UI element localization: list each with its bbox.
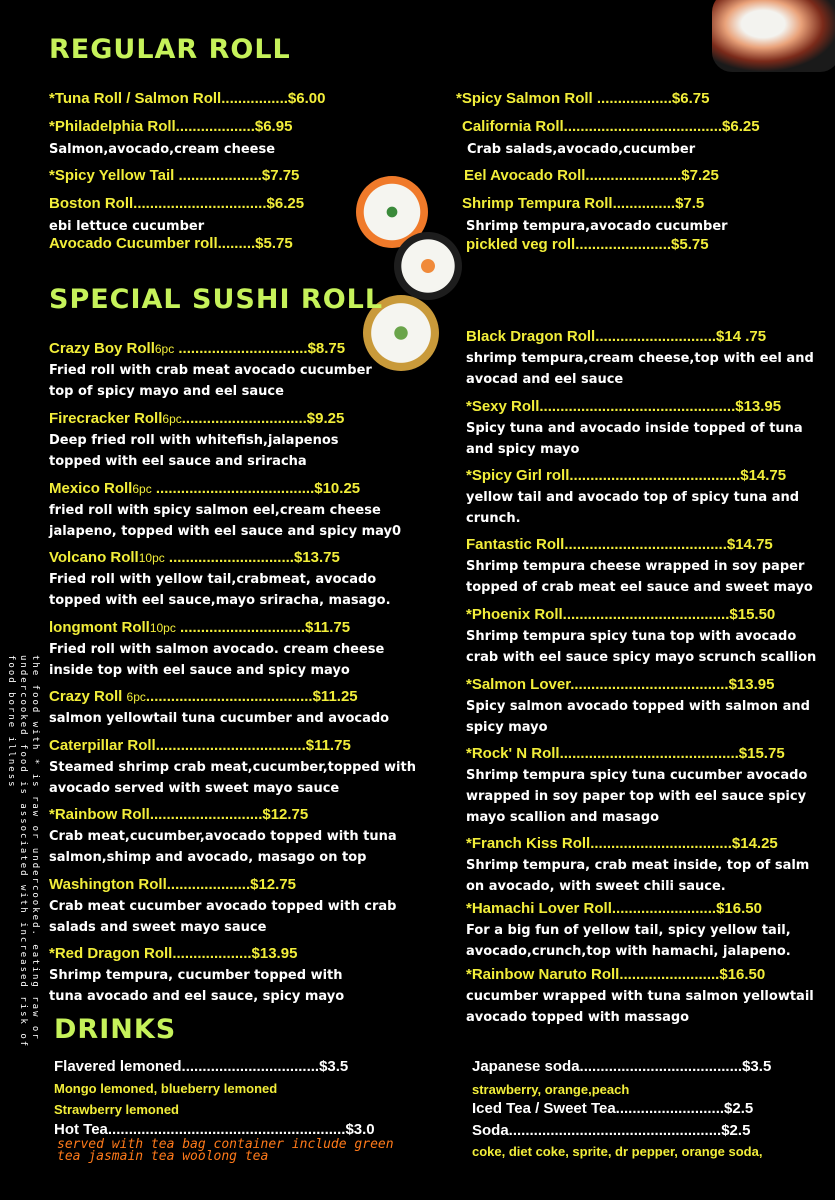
- right-item-name: [466, 900, 762, 917]
- roll-description-line: salads and sweet mayo sauce: [49, 920, 267, 935]
- disclaimer-text-col3: the food with * is raw or undercooked. eating raw or: [30, 655, 40, 1041]
- roll-description-line: Deep fried roll with whitefish,jalapenos: [49, 433, 339, 448]
- roll-name: Volcano Roll: [49, 549, 139, 566]
- roll-name: *Phoenix Roll........................................$15.50: [466, 606, 776, 623]
- right-item-name: [466, 745, 785, 762]
- left-item-name: [49, 549, 340, 566]
- roll-description-line: topped with eel sauce and sriracha: [49, 454, 307, 469]
- drink-flavor-options: Strawberry lemoned: [54, 1102, 179, 1117]
- roll-description-line: Shrimp tempura, crab meat inside, top of salm: [466, 858, 810, 873]
- right-item-name: [466, 467, 786, 484]
- roll-name: *Spicy Girl roll.........................................$14.75: [466, 467, 787, 484]
- roll-description-line: Spicy tuna and avocado inside topped of tuna: [466, 421, 803, 436]
- right-item-name: [466, 328, 766, 345]
- roll-description-line: topped with eel sauce,mayo sriracha, masago.: [49, 593, 391, 608]
- menu-item-california-roll: California Roll......................................$6.25: [462, 118, 760, 135]
- left-item-name: [49, 480, 360, 497]
- roll-description-line: Fried roll with salmon avocado. cream cheese: [49, 642, 385, 657]
- roll-description-line: Spicy salmon avocado topped with salmon and: [466, 699, 810, 714]
- price: ........................................$11.25: [145, 688, 358, 705]
- hot-tea-note: tea jasmain tea woolong tea: [57, 1149, 269, 1164]
- roll-description-line: avocado,crunch,top with hamachi, jalapeno.: [466, 944, 791, 959]
- drink-flavored-lemoned: Flavered lemoned.................................$3.5: [54, 1058, 349, 1075]
- roll-description-line: and spicy mayo: [466, 442, 580, 457]
- roll-name: Washington Roll: [49, 876, 167, 893]
- roll-description-line: avocado topped with massago: [466, 1010, 690, 1025]
- left-item-name: [49, 737, 351, 754]
- roll-description-line: Steamed shrimp crab meat,cucumber,topped with: [49, 760, 416, 775]
- roll-name: *Franch Kiss Roll..................................$14.25: [466, 835, 778, 852]
- piece-count: 6pc: [132, 482, 152, 496]
- menu-item-description: Shrimp tempura,avocado cucumber: [466, 219, 728, 234]
- roll-description-line: salmon,shimp and avocado, masago on top: [49, 850, 367, 865]
- price: ..............................$9.25: [181, 410, 345, 427]
- left-item-name: [49, 945, 297, 962]
- menu-item-philadelphia-roll: *Philadelphia Roll...................$6.95: [49, 118, 293, 135]
- roll-name: Crazy Boy Roll: [49, 340, 155, 357]
- menu-item-shrimp-tempura-roll: Shrimp Tempura Roll...............$7.5: [462, 195, 705, 212]
- menu-item-tuna-salmon-roll: *Tuna Roll / Salmon Roll................$6.00: [49, 90, 326, 107]
- right-item-name: [466, 398, 781, 415]
- price: ....................$12.75: [166, 876, 296, 893]
- price: ...................$13.95: [172, 945, 298, 962]
- roll-name: Mexico Roll: [49, 480, 133, 497]
- roll-description-line: mayo scallion and masago: [466, 810, 660, 825]
- piece-count: 6pc: [162, 412, 182, 426]
- roll-name: Caterpillar Roll: [49, 737, 156, 754]
- roll-description-line: avocado served with sweet mayo sauce: [49, 781, 340, 796]
- roll-description-line: topped of crab meat eel sauce and sweet mayo: [466, 580, 813, 595]
- drink-iced-tea: Iced Tea / Sweet Tea..........................$2.5: [472, 1100, 754, 1117]
- roll-name: Crazy Roll: [49, 688, 127, 705]
- right-item-name: [466, 966, 765, 983]
- drinks-heading: DRINKS: [54, 1014, 177, 1045]
- price: ..............................$13.75: [164, 549, 340, 566]
- roll-description-line: salmon yellowtail tuna cucumber and avocado: [49, 711, 390, 726]
- roll-name: Firecracker Roll: [49, 410, 163, 427]
- left-item-name: [49, 410, 344, 427]
- roll-name: longmont Roll: [49, 619, 150, 636]
- roll-name: *Sexy Roll...............................................$13.95: [466, 398, 782, 415]
- piece-count: 10pc: [149, 621, 176, 635]
- hot-tea-note: served with tea bag container include green: [57, 1137, 394, 1152]
- roll-name: *Salmon Lover......................................$13.95: [466, 676, 775, 693]
- menu-item-boston-roll: Boston Roll................................$6.25: [49, 195, 305, 212]
- menu-item-eel-avocado-roll: Eel Avocado Roll.......................$7.25: [464, 167, 719, 184]
- right-item-name: [466, 536, 773, 553]
- roll-description-line: inside top with eel sauce and spicy mayo: [49, 663, 350, 678]
- price: ...............................$8.75: [174, 340, 346, 357]
- sushi-roll-image-shrimp: [394, 232, 462, 300]
- price: ..............................$11.75: [175, 619, 351, 636]
- roll-description-line: shrimp tempura,cream cheese,top with eel and: [466, 351, 814, 366]
- roll-description-line: yellow tail and avocado top of spicy tuna and: [466, 490, 800, 505]
- roll-description-line: crab with eel sauce spicy mayo scrunch scallion: [466, 650, 817, 665]
- roll-name: *Hamachi Lover Roll.........................$16.50: [466, 900, 762, 917]
- right-item-name: [466, 676, 774, 693]
- roll-description-line: Fried roll with yellow tail,crabmeat, avocado: [49, 572, 377, 587]
- roll-description-line: For a big fun of yellow tail, spicy yellow tail,: [466, 923, 791, 938]
- drink-flavor-options: Mongo lemoned, blueberry lemoned: [54, 1081, 278, 1096]
- left-item-name: [49, 806, 308, 823]
- special-sushi-roll-heading: SPECIAL SUSHI ROLL: [49, 284, 384, 315]
- drink-soda: Soda...................................................$2.5: [472, 1122, 751, 1139]
- roll-description-line: Fried roll with crab meat avocado cucumber: [49, 363, 372, 378]
- roll-description-line: top of spicy mayo and eel sauce: [49, 384, 284, 399]
- piece-count: 6pc: [154, 342, 175, 356]
- left-item-name: [49, 876, 296, 893]
- menu-item-description: Crab salads,avocado,cucumber: [467, 142, 696, 157]
- left-item-name: [49, 340, 345, 357]
- roll-description-line: avocad and eel sauce: [466, 372, 624, 387]
- price: ...........................$12.75: [149, 806, 309, 823]
- regular-roll-heading: REGULAR ROLL: [49, 34, 291, 65]
- roll-description-line: wrapped in soy paper top with eel sauce spicy: [466, 789, 807, 804]
- sushi-roll-image-top-right: [712, 0, 835, 72]
- roll-description-line: crunch.: [466, 511, 521, 526]
- menu-item-pickled-veg-roll: pickled veg roll.......................$5.75: [466, 236, 709, 253]
- price: ....................................$11.75: [155, 737, 351, 754]
- right-item-name: [466, 835, 778, 852]
- roll-description-line: Shrimp tempura cheese wrapped in soy paper: [466, 559, 805, 574]
- menu-item-spicy-salmon-roll: *Spicy Salmon Roll ..................$6.75: [456, 90, 710, 107]
- drink-japanese-soda: Japanese soda.......................................$3.5: [472, 1058, 772, 1075]
- roll-name: *Red Dragon Roll: [49, 945, 173, 962]
- piece-count: 10pc: [138, 551, 165, 565]
- disclaimer-text-col2: undercooked food is associated with increased risk of: [18, 655, 28, 1049]
- left-item-name: [49, 619, 350, 636]
- roll-description-line: fried roll with spicy salmon eel,cream cheese: [49, 503, 381, 518]
- menu-item-description: Salmon,avocado,cream cheese: [49, 142, 276, 157]
- menu-item-avocado-cucumber-roll: Avocado Cucumber roll.........$5.75: [49, 235, 293, 252]
- drink-hot-tea: Hot Tea.........................................................$3.0: [54, 1121, 375, 1138]
- roll-name: Fantastic Roll.......................................$14.75: [466, 536, 773, 553]
- roll-description-line: tuna avocado and eel sauce, spicy mayo: [49, 989, 345, 1004]
- roll-description-line: Shrimp tempura, cucumber topped with: [49, 968, 343, 983]
- roll-name: *Rainbow Naruto Roll........................$16.50: [466, 966, 766, 983]
- right-item-name: [466, 606, 775, 623]
- roll-description-line: cucumber wrapped with tuna salmon yellowtail: [466, 989, 814, 1004]
- roll-description-line: Shrimp tempura spicy tuna top with avocado: [466, 629, 797, 644]
- japanese-soda-flavors: strawberry, orange,peach: [472, 1082, 630, 1097]
- roll-name: *Rock' N Roll...........................................$15.75: [466, 745, 785, 762]
- menu-item-description: ebi lettuce cucumber: [49, 219, 205, 234]
- roll-description-line: on avocado, with sweet chili sauce.: [466, 879, 726, 894]
- disclaimer-text-col1: food borne illness: [6, 655, 16, 789]
- left-item-name: [49, 688, 358, 705]
- soda-flavors: coke, diet coke, sprite, dr pepper, orange soda,: [472, 1144, 763, 1159]
- roll-description-line: Crab meat,cucumber,avocado topped with tuna: [49, 829, 397, 844]
- roll-description-line: jalapeno, topped with eel sauce and spicy may0: [49, 524, 402, 539]
- piece-count: 6pc: [126, 690, 146, 704]
- roll-description-line: Crab meat cucumber avocado topped with crab: [49, 899, 397, 914]
- roll-description-line: spicy mayo: [466, 720, 548, 735]
- roll-name: Black Dragon Roll.............................$14 .75: [466, 328, 767, 345]
- roll-description-line: Shrimp tempura spicy tuna cucumber avocado: [466, 768, 808, 783]
- price: ......................................$10.25: [151, 480, 361, 497]
- menu-item-spicy-yellow-tail: *Spicy Yellow Tail ....................$7.75: [49, 167, 300, 184]
- roll-name: *Rainbow Roll: [49, 806, 150, 823]
